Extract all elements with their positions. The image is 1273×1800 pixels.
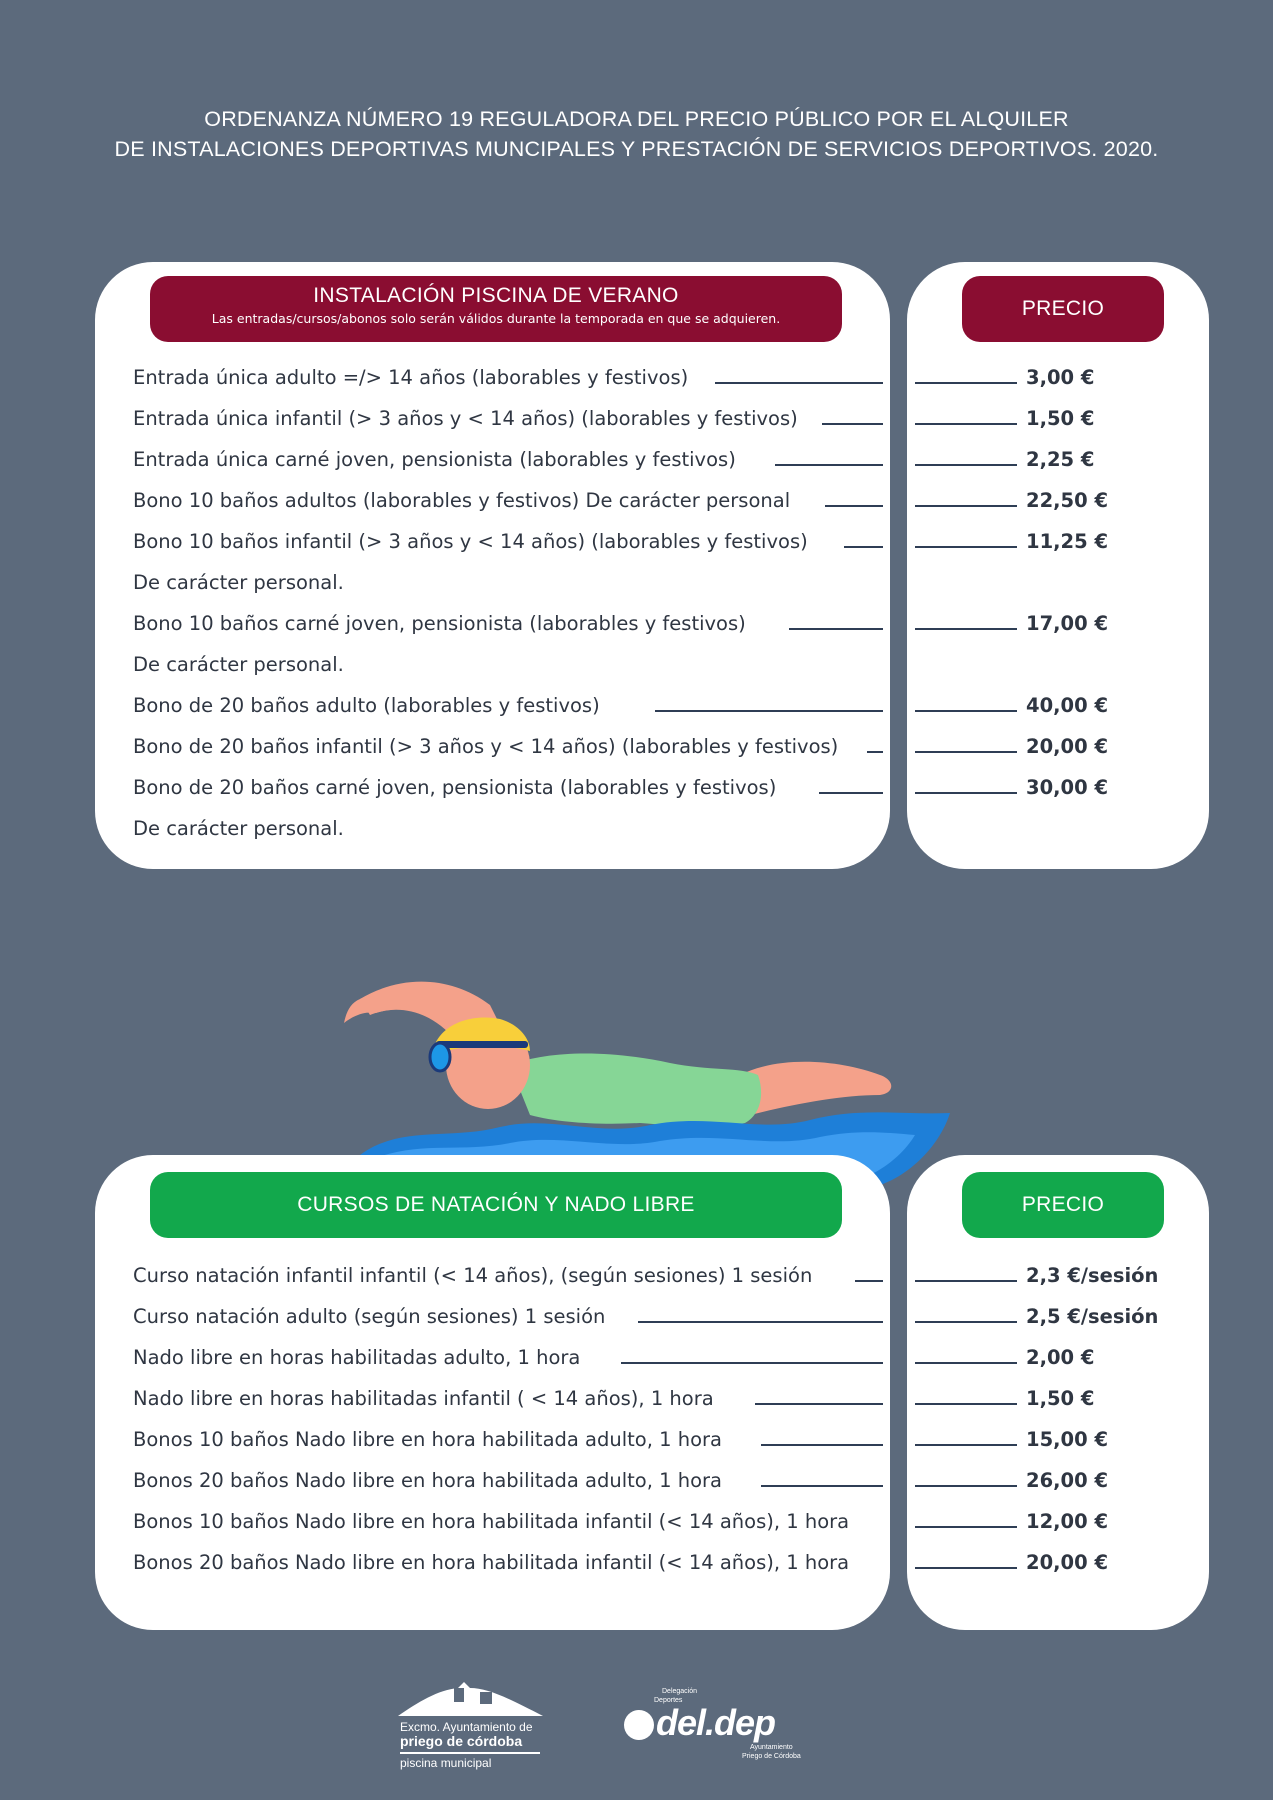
- leader-line: [819, 792, 883, 794]
- page-title: [0, 104, 1273, 164]
- swimmer-goggle-lens: [430, 1043, 450, 1071]
- swim-courses-price-header: [962, 1172, 1164, 1238]
- leader-line: [621, 1362, 883, 1364]
- logo-line-1: Excmo. Ayuntamiento de: [400, 1720, 533, 1734]
- deldep-logo: [622, 1688, 822, 1768]
- leader-line: [915, 505, 1017, 507]
- price-value: 17,00 €: [1026, 612, 1109, 635]
- deldep-wordmark: del.dep: [656, 1702, 776, 1743]
- leader-line: [655, 710, 883, 712]
- logo-divider: [400, 1752, 540, 1754]
- swim-courses-header: [150, 1172, 842, 1238]
- price-value: 11,25 €: [1026, 530, 1109, 553]
- item-label: De carácter personal.: [133, 817, 344, 840]
- swimmer-illustration: [340, 955, 960, 1185]
- item-label: Bonos 10 baños Nado libre en hora habilitada infantil (< 14 años), 1 hora: [133, 1510, 850, 1533]
- leader-line: [638, 1321, 883, 1323]
- leader-line: [761, 1485, 883, 1487]
- leader-line: [915, 382, 1017, 384]
- leader-line: [915, 751, 1017, 753]
- leader-line: [761, 1444, 883, 1446]
- price-value: 2,25 €: [1026, 448, 1095, 471]
- title-line-2: DE INSTALACIONES DEPORTIVAS MUNCIPALES Y PRESTACIÓN DE SERVICIOS DEPORTIVOS. 2020.: [114, 137, 1159, 161]
- deldep-ball-icon: [624, 1710, 654, 1740]
- item-label: Nado libre en horas habilitadas adulto, 1 hora: [133, 1346, 581, 1369]
- item-label: Bono de 20 baños infantil (> 3 años y < 14 años) (laborables y festivos): [133, 735, 839, 758]
- deldep-small-bottom-1: Ayuntamiento: [750, 1744, 793, 1751]
- swim-courses-card: [95, 1155, 890, 1630]
- leader-line: [822, 423, 883, 425]
- summer-pool-subtitle: Las entradas/cursos/abonos solo serán válidos durante la temporada en que se adquieren.: [211, 311, 781, 326]
- ayuntamiento-logo: [398, 1682, 543, 1782]
- title-line-1: ORDENANZA NÚMERO 19 REGULADORA DEL PRECIO PÚBLICO POR EL ALQUILER: [204, 107, 1069, 131]
- logo-line-3: piscina municipal: [400, 1756, 492, 1770]
- leader-line: [867, 751, 883, 753]
- leader-line: [915, 628, 1017, 630]
- summer-pool-card: [95, 262, 890, 869]
- leader-line: [789, 628, 883, 630]
- leader-line: [915, 1362, 1017, 1364]
- price-value: 22,50 €: [1026, 489, 1109, 512]
- leader-line: [915, 1280, 1017, 1282]
- leader-line: [855, 1280, 883, 1282]
- item-label: Nado libre en horas habilitadas infantil ( < 14 años), 1 hora: [133, 1387, 714, 1410]
- item-label: Entrada única carné joven, pensionista (laborables y festivos): [133, 448, 736, 471]
- leader-line: [775, 464, 883, 466]
- swimmer-body: [510, 1053, 761, 1126]
- price-value: 2,00 €: [1026, 1346, 1095, 1369]
- price-value: 1,50 €: [1026, 407, 1095, 430]
- item-label: Bono de 20 baños adulto (laborables y festivos): [133, 694, 600, 717]
- item-label: Bonos 20 baños Nado libre en hora habilitada infantil (< 14 años), 1 hora: [133, 1551, 850, 1574]
- town-skyline-icon: [398, 1682, 543, 1718]
- price-value: 30,00 €: [1026, 776, 1109, 799]
- leader-line: [915, 710, 1017, 712]
- swim-courses-title: CURSOS DE NATACIÓN Y NADO LIBRE: [297, 1193, 695, 1216]
- leader-line: [915, 1526, 1017, 1528]
- leader-line: [915, 1567, 1017, 1569]
- leader-line: [755, 1403, 883, 1405]
- leader-line: [915, 792, 1017, 794]
- item-label: Bono 10 baños carné joven, pensionista (laborables y festivos): [133, 612, 746, 635]
- leader-line: [715, 382, 883, 384]
- item-label: Bono de 20 baños carné joven, pensionista (laborables y festivos): [133, 776, 777, 799]
- deldep-small-bottom-2: Priego de Córdoba: [742, 1753, 801, 1760]
- price-value: 40,00 €: [1026, 694, 1109, 717]
- price-value: 20,00 €: [1026, 1551, 1109, 1574]
- logo-line-2: priego de córdoba: [400, 1733, 523, 1749]
- deldep-small-top-2: Deportes: [654, 1697, 683, 1704]
- leader-line: [915, 546, 1017, 548]
- item-label: Bonos 20 baños Nado libre en hora habilitada adulto, 1 hora: [133, 1469, 722, 1492]
- summer-pool-price-card: [907, 262, 1209, 869]
- item-label: Bono 10 baños infantil (> 3 años y < 14 años) (laborables y festivos): [133, 530, 808, 553]
- price-value: 20,00 €: [1026, 735, 1109, 758]
- swimmer-legs: [740, 1062, 891, 1115]
- leader-line: [915, 464, 1017, 466]
- summer-pool-header: [150, 276, 842, 342]
- item-label: De carácter personal.: [133, 653, 344, 676]
- leader-line: [825, 505, 883, 507]
- item-label: Curso natación adulto (según sesiones) 1 sesión: [133, 1305, 606, 1328]
- summer-pool-price-header: [962, 276, 1164, 342]
- price-value: 2,3 €/sesión: [1026, 1264, 1159, 1287]
- price-value: 12,00 €: [1026, 1510, 1109, 1533]
- swimmer-goggle-strap: [436, 1041, 528, 1048]
- leader-line: [915, 1444, 1017, 1446]
- item-label: Entrada única adulto =/> 14 años (laborables y festivos): [133, 366, 689, 389]
- swim-courses-price-card: [907, 1155, 1209, 1630]
- item-label: Bono 10 baños adultos (laborables y festivos) De carácter personal: [133, 489, 791, 512]
- leader-line: [915, 1321, 1017, 1323]
- item-label: Curso natación infantil infantil (< 14 años), (según sesiones) 1 sesión: [133, 1264, 813, 1287]
- price-value: 26,00 €: [1026, 1469, 1109, 1492]
- price-header-label: PRECIO: [1021, 1193, 1105, 1216]
- item-label: Entrada única infantil (> 3 años y < 14 años) (laborables y festivos): [133, 407, 798, 430]
- price-header-label: PRECIO: [1021, 297, 1105, 320]
- leader-line: [915, 1485, 1017, 1487]
- summer-pool-title: INSTALACIÓN PISCINA DE VERANO: [313, 284, 679, 307]
- price-value: 2,5 €/sesión: [1026, 1305, 1159, 1328]
- item-label: De carácter personal.: [133, 571, 344, 594]
- price-value: 15,00 €: [1026, 1428, 1109, 1451]
- deldep-small-top-1: Delegación: [662, 1688, 698, 1695]
- price-value: 3,00 €: [1026, 366, 1095, 389]
- item-label: Bonos 10 baños Nado libre en hora habilitada adulto, 1 hora: [133, 1428, 722, 1451]
- leader-line: [915, 1403, 1017, 1405]
- price-value: 1,50 €: [1026, 1387, 1095, 1410]
- leader-line: [844, 546, 883, 548]
- leader-line: [915, 423, 1017, 425]
